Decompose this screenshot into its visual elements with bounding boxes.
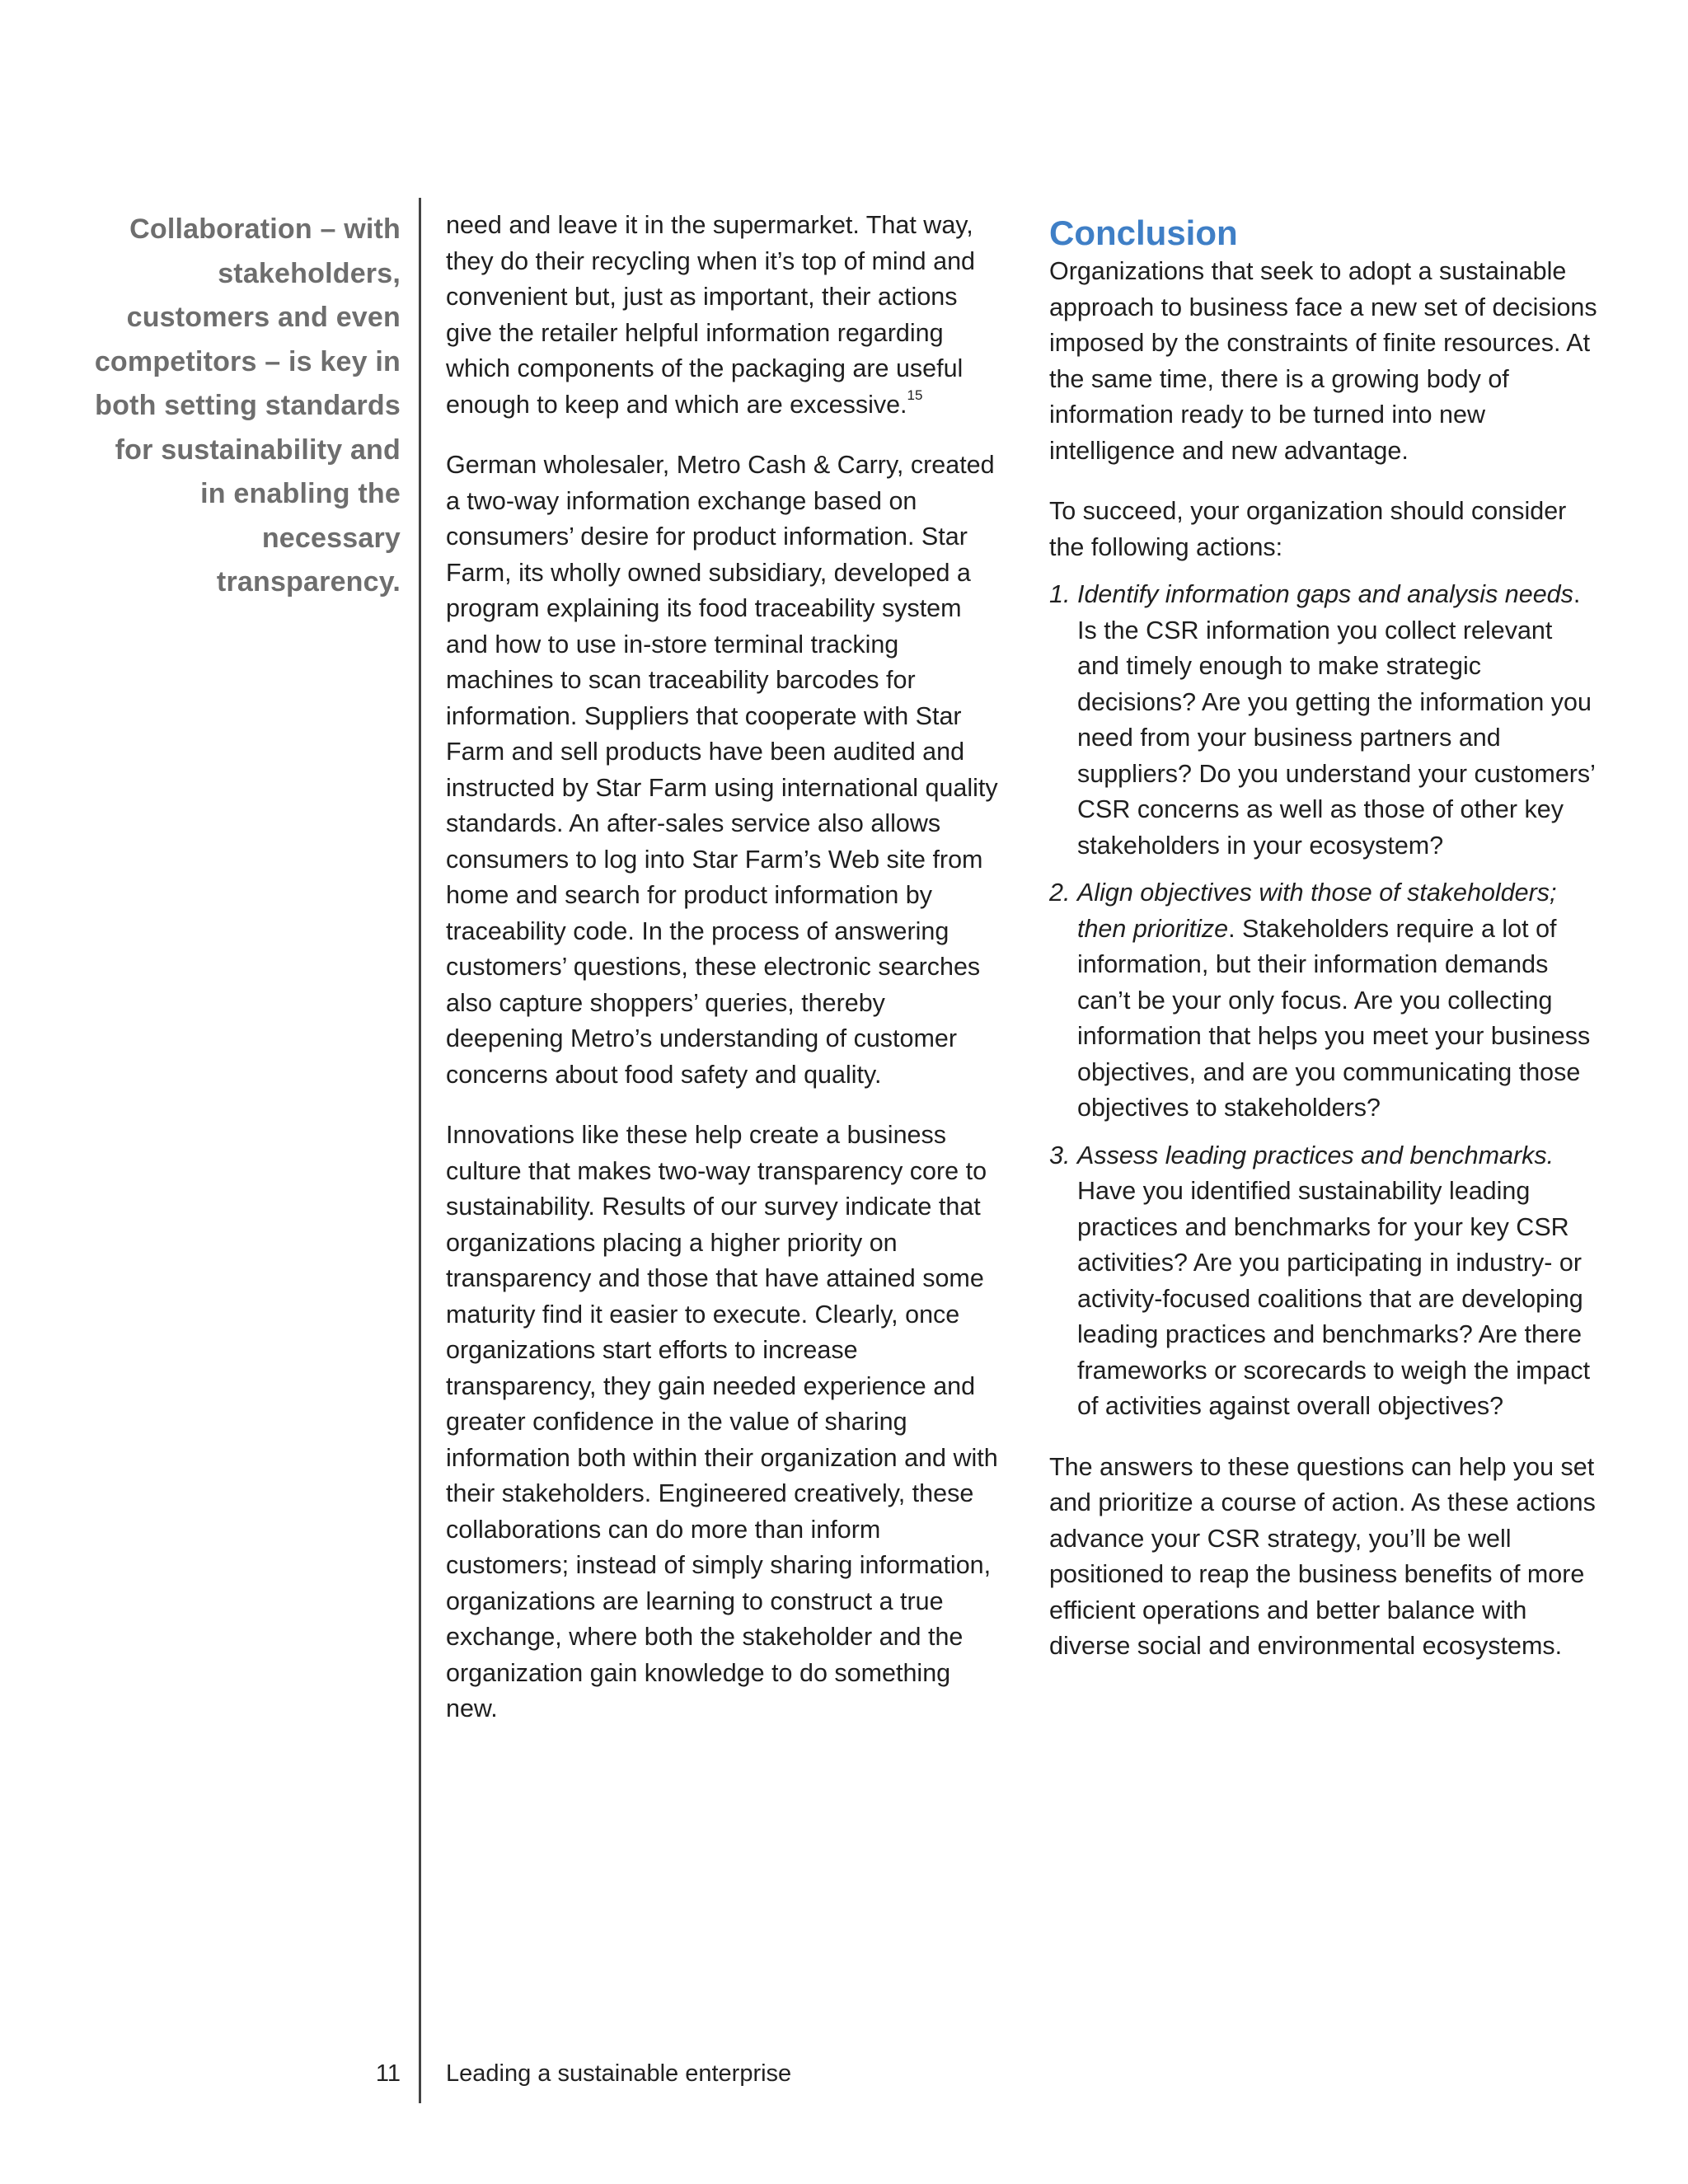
middle-column bbox=[446, 208, 1005, 1752]
conclusion-paragraph-2: To succeed, your organization should consider the following actions: bbox=[1049, 497, 1567, 561]
column-divider bbox=[419, 198, 421, 2103]
action-list bbox=[1049, 577, 1600, 1425]
list-item-body: Have you identified sustainability leading practices and benchmarks for your key CSR activities? Are you participating in industry- or activity-focused coalitions that are developing leading practices and benchmarks? Are there frameworks or scorecards to weigh the impact of activities against overall objectives? bbox=[1077, 1177, 1591, 1420]
list-item bbox=[1049, 875, 1600, 1127]
middle-paragraph-1: need and leave it in the supermarket. That way, they do their recycling when it’s top of mind and convenient but, just as important, their actions give the retailer helpful information regarding which components of the packaging are useful enough to keep and which are excessive.$^{15}$ bbox=[446, 211, 975, 419]
page-number: 11 bbox=[375, 2060, 401, 2087]
list-item-title: Assess leading practices and benchmarks. bbox=[1077, 1141, 1554, 1169]
list-item-title: Identify information gaps and analysis needs bbox=[1077, 580, 1573, 608]
footnote-marker: 15 bbox=[907, 387, 923, 404]
footer-title: Leading a sustainable enterprise bbox=[446, 2060, 792, 2087]
list-item bbox=[1049, 1138, 1600, 1425]
list-item bbox=[1049, 577, 1600, 864]
conclusion-paragraph-1: Organizations that seek to adopt a sustainable approach to business face a new set of decisions imposed by the constraints of finite resources. At the same time, there is a growing body of information ready to be turned into new intelligence and new advantage. bbox=[1049, 257, 1597, 465]
list-number: 1. bbox=[1049, 580, 1071, 608]
middle-paragraph-3: Innovations like these help create a business culture that makes two-way transparency core to sustainability. Results of our survey indicate that organizations placing a higher priority on transparency and those that have attained some maturity find it easier to execute. Clearly, once organizations start efforts to increase transparency, they gain needed experience and greater confidence in the value of sharing information both within their organization and with their stakeholders. Engineered creatively, these collaborations can do more than inform customers; instead of simply sharing information, organizations are learning to construct a true exchange, where both the stakeholder and the organization gain knowledge to do something new. bbox=[446, 1121, 998, 1722]
section-heading: Conclusion bbox=[1049, 213, 1238, 252]
list-number: 3. bbox=[1049, 1141, 1071, 1169]
list-item-title: Align objectives with those of stakeholders; then prioritize bbox=[1077, 879, 1557, 943]
conclusion-paragraph-3: The answers to these questions can help you set and prioritize a course of action. As these actions advance your CSR strategy, you’ll be well positioned to reap the business benefits of more efficient operations and better balance with diverse social and environmental ecosystems. bbox=[1049, 1452, 1596, 1660]
right-column bbox=[1049, 208, 1600, 1690]
pull-quote: Collaboration – with stakeholders, customers and even competitors – is key in both setting standards for sustainability and in enabling the necessary transparency. bbox=[94, 213, 401, 598]
list-item-body: . Stakeholders require a lot of information, but their information demands can’t be your only focus. Are you collecting information that helps you meet your business objectives, and are you communicating those objectives to stakeholders? bbox=[1077, 914, 1591, 1122]
list-number: 2. bbox=[1049, 879, 1071, 907]
middle-paragraph-2: German wholesaler, Metro Cash & Carry, created a two-way information exchange based on consumers’ desire for product information. Star Farm, its wholly owned subsidiary, developed a program explaining its food traceability system and how to use in-store terminal tracking machines to scan traceability barcodes for information. Suppliers that cooperate with Star Farm and sell products have been audited and instructed by Star Farm using international quality standards. An after-sales service also allows consumers to log into Star Farm’s Web site from home and search for product information by traceability code. In the process of answering customers’ questions, these electronic searches also capture shoppers’ queries, thereby deepening Metro’s understanding of customer concerns about food safety and quality. bbox=[446, 451, 998, 1089]
list-item-body: . Is the CSR information you collect relevant and timely enough to make strategic decisions? Are you getting the information you need from your business partners and suppliers? Do you understand your customers’ CSR concerns as well as those of other key stakeholders in your ecosystem? bbox=[1077, 580, 1595, 860]
